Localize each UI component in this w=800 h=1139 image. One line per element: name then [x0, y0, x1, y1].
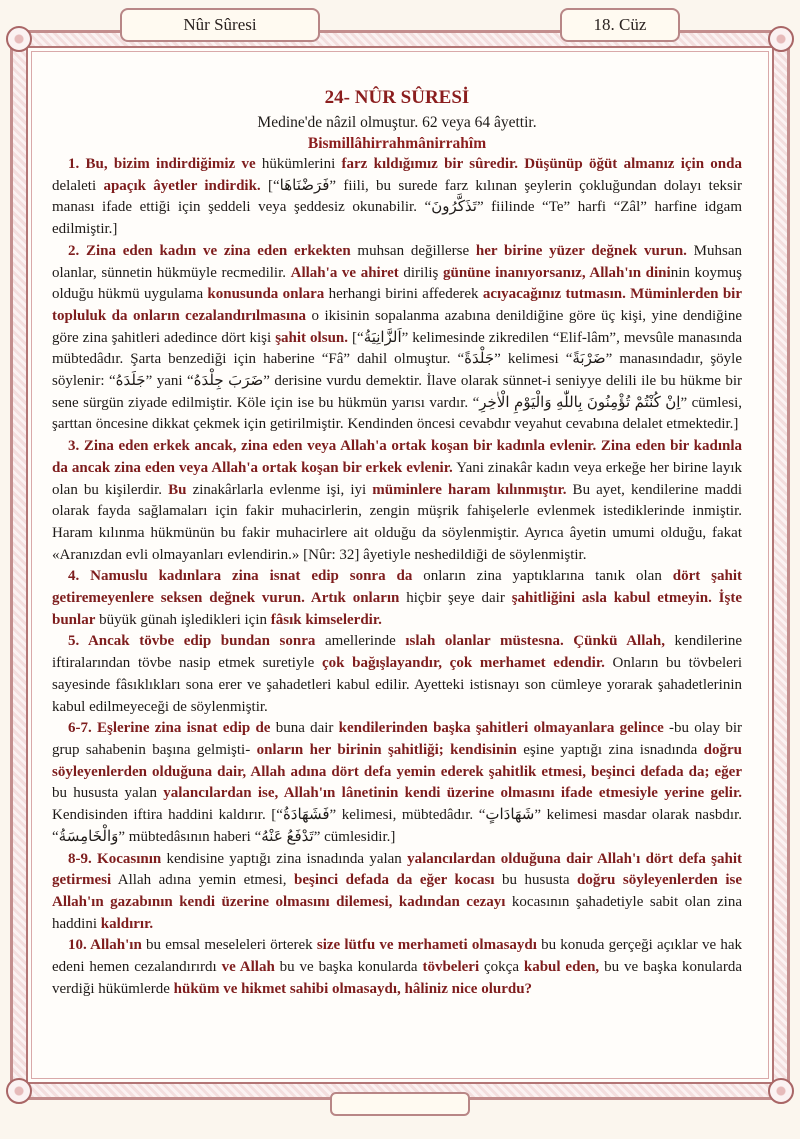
verse-text: Kendisinden iftira haddini kaldırır. [“فَشَهَادَةُ” kelimesi, mübtedâdır. “شَهَادَاتٍ” kelimesi masdar olarak nasbdır. “وَالْخَامِسَةُ” mübtedâsının haberi “تَدْفَعُ عَنْهُ” cümlesidir.] — [52, 807, 743, 845]
verse-text-bold: Bu — [168, 481, 187, 498]
verse-text-bold: yalancılardan olduğuna dair Allah'ı dört defa şahit getirmesi — [52, 850, 742, 889]
verse-text: Muhsan olanlar, sünnetin hükmüyle recmedilir. — [52, 242, 743, 281]
corner-ornament — [6, 1078, 32, 1104]
verse-text: zinakârlarla evlenme işi, iyi — [186, 481, 373, 498]
verse-text: amellerinde — [315, 633, 406, 650]
verse-list — [52, 154, 742, 1000]
verse-text-bold: doğru söyleyenlerden ise Allah'ın gazabının kendi üzerine olmasını dilemesi, kadından cezayı — [52, 872, 743, 910]
verse-text-bold: 3. Zina eden erkek ancak, zina eden veya Allah'a ortak koşan bir kadınla evlenir. Zina eden bir kadınla da ancak zina eden veya Allah'a ortak koşan bir erkek evlenir. — [52, 438, 742, 476]
verse-text-bold: çok bağışlayandır, çok merhamet edendir. — [321, 655, 605, 672]
verse-text-bold: kendilerinden başka şahitleri olmayanlara gelince — [338, 720, 664, 737]
basmala: Bismillâhirrahmânirrahîm — [307, 135, 487, 152]
page-number-box — [330, 1092, 470, 1116]
verse-text-bold: hüküm ve hikmet sahibi olmasaydı, hâliniz nice olurdu? — [173, 980, 533, 997]
sura-title: 24- NÛR SÛRESİ — [324, 87, 470, 108]
page-content — [52, 86, 742, 1000]
verse-text: büyük günah işledikleri için — [95, 611, 271, 628]
verse-text: diriliş — [398, 264, 443, 281]
verse-text-bold: her birine yüzer değnek vurun. — [475, 242, 687, 259]
verse-text-bold: dört şahit getiremeyenlere seksen değnek vurun. Artık onların — [52, 568, 742, 607]
verse-paragraph — [52, 631, 742, 718]
verse-text: buna dair — [270, 720, 339, 737]
verse-text-bold: şahitliğini asla kabul etmeyin. İşte bunlar — [52, 590, 742, 628]
verse-text-bold: 10. Allah'ın — [68, 937, 142, 954]
verse-paragraph — [52, 241, 742, 436]
verse-text-bold: 4. Namuslu kadınlara zina isnat edip sonra da — [68, 568, 413, 585]
verse-text: bu konuda gerçeği açıklar ve hak edeni hemen cezalandırırdı — [52, 937, 742, 976]
sura-name-label: Nûr Sûresi — [183, 15, 257, 34]
verse-text: hiçbir şeye dair — [399, 590, 512, 607]
verse-text-bold: 6-7. Eşlerine zina isnat edip de — [68, 720, 271, 737]
verse-text: bu ve başka konularda — [274, 959, 423, 976]
verse-text-bold: kaldırır. — [100, 915, 154, 932]
verse-text-bold: ve Allah — [221, 959, 275, 976]
verse-text-bold: Allah'a ve ahiret — [290, 264, 399, 281]
verse-text: Allah adına yemin etmesi, — [111, 872, 294, 889]
verse-text-bold: şahit olsun. — [275, 329, 349, 346]
verse-text: nin koymuş olduğu hükmü uygulama — [52, 264, 742, 303]
revelation-info: Medine'de nâzil olmuştur. 62 veya 64 âyettir. — [257, 114, 537, 131]
verse-paragraph — [52, 154, 742, 241]
corner-ornament — [768, 1078, 794, 1104]
verse-text: herhangi birini affederek — [324, 286, 483, 303]
verse-paragraph — [52, 935, 742, 1000]
verse-text-bold: ıslah olanlar müstesna. Çünkü Allah, — [405, 633, 665, 650]
verse-text-bold: 5. Ancak tövbe edip bundan sonra — [68, 633, 316, 650]
verse-text-bold: acıyacağınız tutmasın. Müminlerden bir topluluk da onların cezalandırılmasına — [52, 286, 742, 324]
verse-text: bu hususta yalan — [52, 785, 164, 802]
verse-text: bu hususta — [494, 872, 578, 889]
verse-text: Onların bu tövbeleri sayesinde fâsıklıkları sona erer ve şahadetleri kabul edilir. Ayetteki istisnayı son cümleye yorarak şahadetlerinin kabul edilmeyeceği de söylenmiştir. — [52, 655, 742, 715]
verse-text-bold: yalancılardan ise, Allah'ın lânetinin kendi üzerine olmasını ifade etmesiyle yerine gelir. — [163, 785, 742, 802]
verse-text: [“اَلزَّانِيَةُ” kelimesinde zikredilen “Elif-lâm”, mevsûle manasında mübtedâdır. Şarta benzediği için haberine “Fâ” dahil olmuştur. “جَلْدَةً” kelimesi “ضَرْبَةً” manasındadır, şöyle söylenir: “جَلَدَهُ” yani “ضَرَبَ جِلْدَهُ” derisine vurdu demektir. İlave olarak sünnet-i seniyye delili ile bu hükme bir sene sürgün ziyade edilmiştir. Köle için ise bu hükmün yarısı vardır. “اِنْ كُنْتُمْ تُؤْمِنُونَ بِاللّٰهِ وَالْيَوْمِ الْاٰخِرِ” cümlesi, şarttan öncesine dikkat çekmek için getirilmiştir. Kendinden öncesi cevabdır veyahut cevabına delalet etmektedir.] — [52, 329, 743, 433]
verse-text-bold: tövbeleri — [422, 959, 480, 976]
verse-text: kocasının şahadetiyle sabit olan zina haddini — [52, 893, 742, 932]
verse-text: onların zina yaptıklarına tanık olan — [412, 568, 673, 585]
verse-text: bu ve başka konularda verdiği hükümlerde — [52, 959, 742, 997]
verse-text-bold: müminlere haram kılınmıştır. — [372, 481, 567, 498]
verse-text-bold: gününe inanıyorsanız, Allah'ın dini — [443, 264, 671, 281]
verse-text-bold: farz kıldığımız bir sûredir. Düşünüp öğüt almanız için onda — [341, 156, 742, 172]
verse-text-bold: fâsık kimselerdir. — [270, 611, 382, 628]
corner-ornament — [6, 26, 32, 52]
verse-text: Bu ayet, kendilerine maddi olarak fayda sağlamaları için fakir muhacirlerin, zengin müşrik fahişelerle evlenmek istediklerinde inmiştir. Haram kılınma hükmünün bu fakir muhacirlere ait olduğu da söylenmiştir. Ayrıca âyetin umumi olduğu, fakat «Aranızdan evli olmayanları evlendirin.» [Nûr: 32] âyetiyle neshedildiği de söylenmiştir. — [52, 481, 742, 563]
verse-text: eşine yaptığı zina isnadında — [516, 741, 704, 758]
verse-paragraph — [52, 718, 742, 848]
verse-paragraph — [52, 566, 742, 631]
verse-paragraph — [52, 436, 742, 566]
verse-paragraph — [52, 849, 742, 936]
verse-text: o ikisinin sopalanma azabına denildiğine göre üç kişi, yine dendiğine göre zina şahitleri adedince dört kişi — [52, 307, 742, 346]
verse-text: [“فَرَضْنَاهَا” fiili, bu surede farz kılınan şeylerin çokluğundan dolayı teksir manası ifade ettiği için şeddeli veya şeddesiz okunabilir. “تَذَكَّرُونَ” fiilinde “Te” harfi “Zâl” harfine idgam edilmiştir.] — [52, 177, 743, 238]
verse-text-bold: 2. Zina eden kadın ve zina eden erkekten — [68, 242, 351, 259]
verse-text-bold: beşinci defada da eğer kocası — [294, 872, 495, 889]
header-sura-name — [120, 8, 320, 42]
verse-text: -bu olay bir grup sahabenin başına gelmişti- — [52, 720, 742, 758]
verse-text-bold: 8-9. Kocasının — [68, 850, 162, 867]
verse-text: kendisine yaptığı zina isnadında yalan — [161, 850, 408, 867]
corner-ornament — [768, 26, 794, 52]
verse-text-bold: konusunda onlara — [207, 286, 325, 303]
verse-text: kendilerine iftiralarından tövbe nasip etmek suretiyle — [52, 633, 743, 672]
juz-label: 18. Cüz — [593, 15, 647, 34]
verse-text-bold: onların her birinin şahitliği; kendisinin — [256, 741, 517, 758]
verse-text: bu emsal meseleleri örterek — [141, 937, 317, 954]
verse-text-bold: kabul eden, — [523, 959, 600, 976]
verse-text: Yani zinakâr kadın veya erkeğe her birine layık olan bu kişilerdir. — [52, 459, 742, 498]
verse-text-bold: apaçık âyetler indirdik. — [103, 177, 261, 194]
header-juz — [560, 8, 680, 42]
verse-text: çokça — [479, 959, 524, 976]
verse-text-bold: doğru söyleyenlerden olduğuna dair, Allah adına dört defa yemin ederek şahitlik etmesi, beşinci defada da; eğer — [52, 741, 743, 780]
verse-text-bold: 1. Bu, bizim indirdiğimiz ve — [68, 156, 256, 172]
verse-text: hükümlerini — [255, 156, 342, 172]
verse-text: delaleti — [52, 177, 104, 194]
verse-text: muhsan değillerse — [350, 242, 476, 259]
verse-text-bold: size lütfu ve merhameti olmasaydı — [316, 937, 537, 954]
